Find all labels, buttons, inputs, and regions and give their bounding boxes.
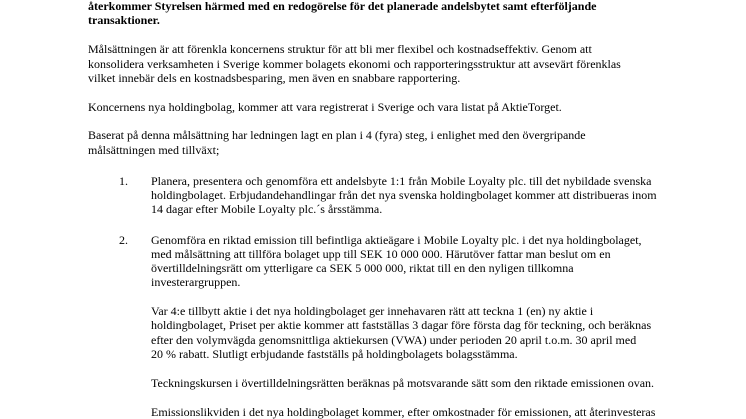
- list-item-2-number: 2.: [119, 233, 128, 247]
- list-item-1-line-3: 14 dagar efter Mobile Loyalty plc.´s årsstämma.: [151, 202, 383, 216]
- paragraph-2-line-1: Koncernens nya holdingbolag, kommer att vara registrerat i Sverige och vara listat på AktieTorget.: [88, 100, 562, 114]
- paragraph-3-line-2: målsättningen med tillväxt;: [88, 143, 220, 157]
- paragraph-1-line-3: vilket innebär dels en kostnadsbesparing, men även en snabbare rapportering.: [88, 71, 461, 85]
- paragraph-3-line-1: Baserat på denna målsättning har ledningen lagt en plan i 4 (fyra) steg, i enlighet med den övergripande: [88, 128, 586, 142]
- list-item-1-number: 1.: [119, 174, 128, 188]
- list-item-2-para-4-line-1: Emissionslikviden i det nya holdingbolaget kommer, efter omkostnader för emissionen, att återinvesteras: [151, 405, 656, 419]
- list-item-2-para-3-line-1: Teckningskursen i övertilldelningsrätten beräknas på motsvarande sätt som den riktade emissionen ovan.: [151, 376, 655, 390]
- list-item-2-line-2: med målsättning att tillföra bolaget upp till SEK 10 000 000. Härutöver fattar man beslut om en: [151, 247, 611, 261]
- list-item-2-line-3: övertilldelningsrätt om ytterligare ca SEK 5 000 000, riktat till en den nyligen tillkomna: [151, 261, 574, 275]
- list-item-2-line-1: Genomföra en riktad emission till befintliga aktieägare i Mobile Loyalty plc. i det nya holdingbolaget,: [151, 233, 642, 247]
- list-item-2-para-2-line-4: 20 % rabatt. Slutligt erbjudande fastställs på holdingbolagets bolagsstämma.: [151, 347, 518, 361]
- list-item-1-line-2: holdingbolaget. Erbjudandehandlingar från det nya svenska holdingbolaget kommer att distribueras inom: [151, 188, 657, 202]
- intro-line-1: återkommer Styrelsen härmed med en redogörelse för det planerade andelsbytet samt efterföljande: [88, 0, 597, 13]
- list-item-2-para-2-line-3: efter den volymvägda genomsnittliga aktiekursen (VWA) under perioden 20 april t.o.m. 30 april med: [151, 333, 637, 347]
- intro-line-2: transaktioner.: [88, 13, 160, 27]
- paragraph-1-line-2: konsolidera verksamheten i Sverige kommer bolagets ekonomi och rapporteringsstruktur att avsevärt förenklas: [88, 57, 621, 71]
- paragraph-1-line-1: Målsättningen är att förenkla koncernens struktur för att bli mer flexibel och kostnadseffektiv. Genom att: [88, 42, 592, 56]
- list-item-2-para-2-line-2: holdingbolaget, Priset per aktie kommer att fastställas 3 dagar före första dag för teckning, och beräknas: [151, 318, 652, 332]
- list-item-1-line-1: Planera, presentera och genomföra ett andelsbyte 1:1 från Mobile Loyalty plc. till det nybildade svenska: [151, 174, 652, 188]
- list-item-2-para-2-line-1: Var 4:e tillbytt aktie i det nya holdingbolaget ger innehavaren rätt att teckna 1 (en) ny aktie i: [151, 304, 594, 318]
- list-item-2-line-4: investerargruppen.: [151, 275, 241, 289]
